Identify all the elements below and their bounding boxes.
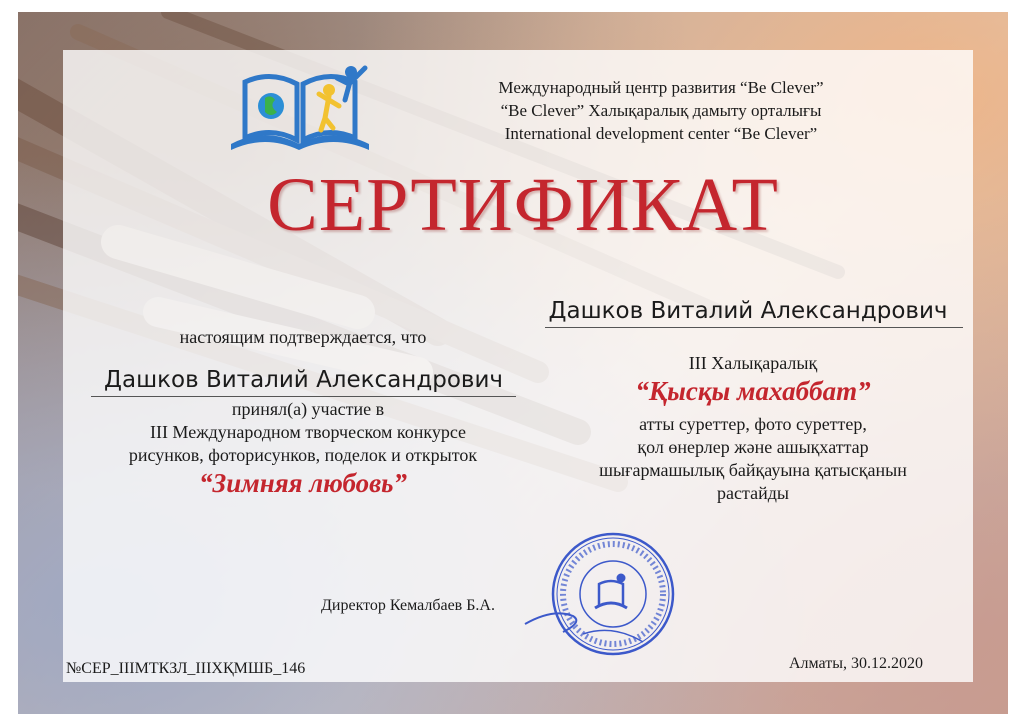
ru-contest-name: “Зимняя любовь” xyxy=(198,468,408,498)
place-and-date: Алматы, 30.12.2020 xyxy=(789,655,923,672)
kz-line-1: III Халықаралық xyxy=(688,353,818,373)
org-name-ru: Международный центр развития “Be Clever” xyxy=(498,78,824,97)
ru-line-2: III Международном творческом конкурсе xyxy=(149,422,467,442)
ru-recipient-name: Дашков Виталий Александрович xyxy=(104,367,503,393)
certificate xyxy=(18,12,1008,714)
text-panel xyxy=(63,50,973,682)
kz-contest-name: “Қысқы махаббат” xyxy=(635,376,871,406)
certificate-title: СЕРТИФИКАТ xyxy=(267,163,779,247)
kz-recipient-name: Дашков Виталий Александрович xyxy=(548,298,948,324)
kz-line-2: атты суреттер, фото суреттер, xyxy=(639,414,867,434)
ru-line-1: принял(а) участие в xyxy=(231,399,385,419)
book-globe-children-logo xyxy=(225,60,375,152)
ru-intro: настоящим подтверждается, что xyxy=(179,327,427,347)
ru-name-underline xyxy=(91,396,516,397)
ru-line-3: рисунков, фоторисунков, поделок и открыток xyxy=(128,445,478,465)
org-name-kz: “Be Clever” Халықаралық дамыту орталығы xyxy=(500,101,822,120)
kz-line-3: қол өнерлер және ашықхаттар xyxy=(637,437,869,457)
round-organization-stamp xyxy=(518,528,704,666)
kz-name-underline xyxy=(545,327,963,328)
kz-line-5: растайды xyxy=(717,483,789,503)
director-signature-line: Директор Кемалбаев Б.А. xyxy=(321,597,495,614)
org-name-en: International development center “Be Clever” xyxy=(504,124,818,143)
certificate-number: №СЕР_IIIМТКЗЛ_IIIХҚМШБ_146 xyxy=(66,660,306,677)
kz-line-4: шығармашылық байқауына қатысқанын xyxy=(599,460,907,480)
